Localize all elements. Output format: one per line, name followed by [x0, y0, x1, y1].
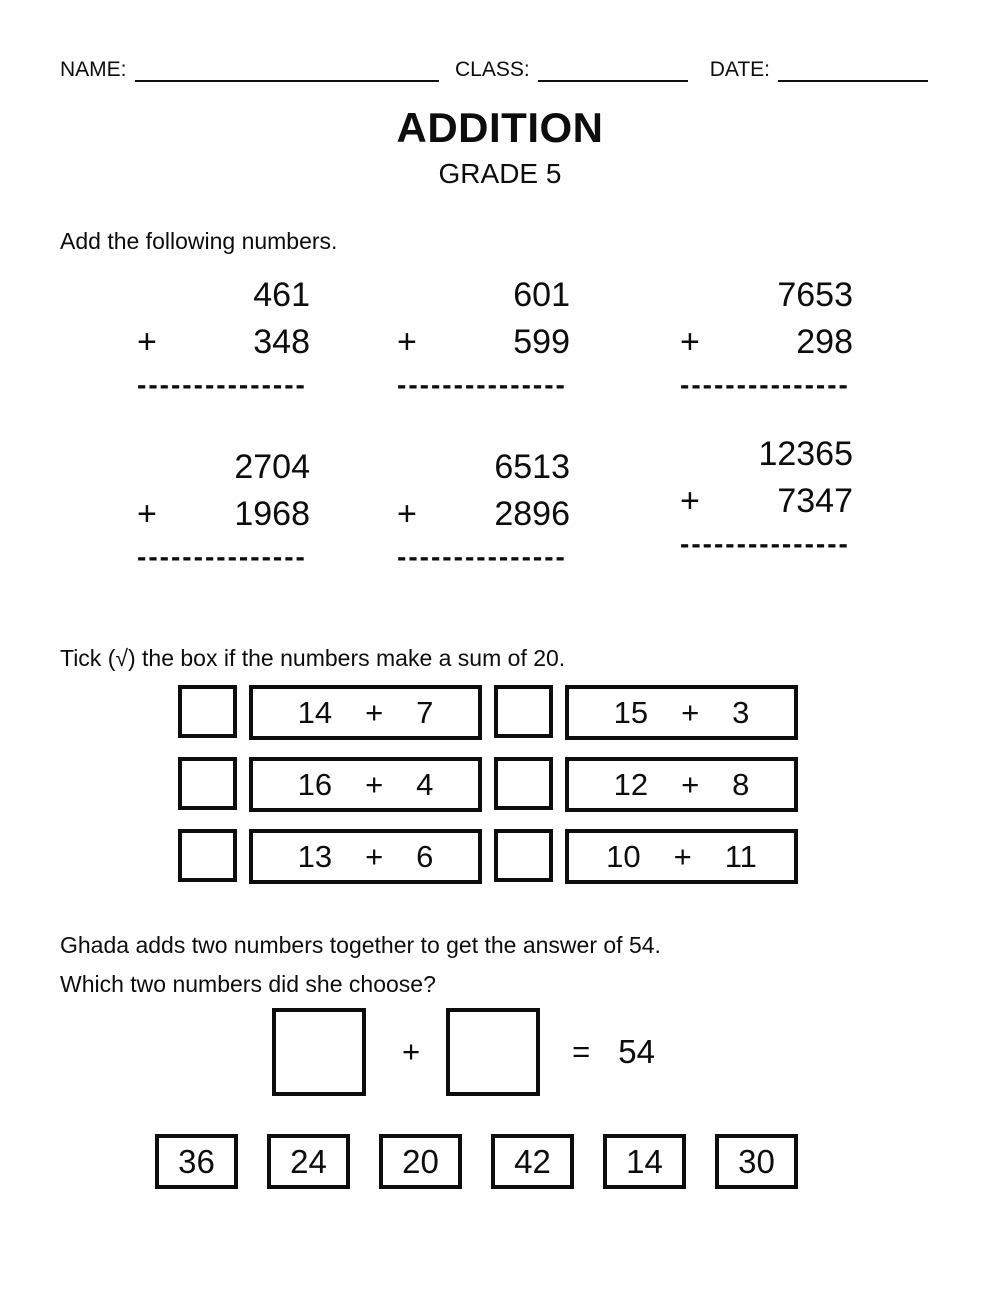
addition-problem — [397, 444, 570, 567]
addend-b: 11 — [724, 838, 757, 874]
choice-box[interactable] — [603, 1134, 686, 1189]
top-addend: 2704 — [234, 448, 310, 486]
plus-sign: + — [397, 323, 417, 361]
bottom-addend: 1968 — [234, 495, 310, 533]
class-blank-field[interactable] — [538, 58, 688, 82]
date-label: DATE: — [709, 58, 770, 81]
plus-sign: + — [680, 482, 700, 520]
answer-line[interactable]: --------------- — [397, 547, 567, 567]
addend-a: 10 — [606, 838, 641, 874]
plus-sign: + — [365, 694, 384, 730]
tick-checkbox[interactable] — [178, 757, 237, 810]
choice-box[interactable] — [715, 1134, 798, 1189]
top-addend: 461 — [253, 276, 310, 314]
plus-sign: + — [365, 766, 384, 802]
answer-line[interactable]: --------------- — [397, 375, 567, 395]
top-addend: 6513 — [494, 448, 570, 486]
choice-value: 14 — [626, 1142, 663, 1180]
addend-a: 16 — [297, 766, 333, 802]
date-blank-field[interactable] — [778, 58, 928, 82]
expression-box — [249, 685, 482, 740]
bottom-addend: 599 — [513, 323, 570, 361]
addend-b: 6 — [416, 838, 434, 874]
tick-checkbox[interactable] — [178, 685, 237, 738]
equation-addend-box-1[interactable] — [272, 1008, 366, 1096]
choice-box[interactable] — [491, 1134, 574, 1189]
addition-problem — [397, 272, 570, 395]
answer-line[interactable]: --------------- — [137, 375, 307, 395]
equation-equals-sign: = — [572, 1034, 591, 1069]
expression-box — [565, 829, 798, 884]
bottom-addend: 7347 — [777, 482, 853, 520]
choice-value: 30 — [738, 1142, 775, 1180]
plus-sign: + — [681, 766, 700, 802]
addition-problem — [137, 272, 310, 395]
bottom-addend: 348 — [253, 323, 310, 361]
class-label: CLASS: — [455, 58, 530, 81]
choice-value: 42 — [514, 1142, 551, 1180]
equation-result: 54 — [618, 1033, 655, 1070]
tick-checkbox[interactable] — [494, 685, 553, 738]
choice-value: 20 — [402, 1142, 439, 1180]
name-blank-field[interactable] — [135, 58, 439, 82]
tick-grid — [178, 685, 798, 884]
addend-a: 12 — [613, 766, 649, 802]
addend-b: 3 — [732, 694, 750, 730]
addend-a: 15 — [613, 694, 649, 730]
ghada-question-line1: Ghada adds two numbers together to get the answer of 54. — [60, 932, 661, 958]
addition-problem — [680, 431, 853, 554]
expression-box — [249, 829, 482, 884]
name-label: NAME: — [60, 58, 127, 81]
section1-instruction: Add the following numbers. — [60, 228, 338, 254]
equation-plus-sign: + — [402, 1034, 421, 1069]
expression-box — [565, 685, 798, 740]
header — [60, 58, 928, 82]
addend-b: 8 — [732, 766, 750, 802]
plus-sign: + — [681, 694, 700, 730]
choice-value: 24 — [290, 1142, 327, 1180]
choice-box[interactable] — [267, 1134, 350, 1189]
expression-box — [249, 757, 482, 812]
choice-value: 36 — [178, 1142, 215, 1180]
top-addend: 7653 — [777, 276, 853, 314]
tick-checkbox[interactable] — [494, 757, 553, 810]
ghada-question-line2: Which two numbers did she choose? — [60, 971, 436, 997]
addend-b: 4 — [416, 766, 434, 802]
section2-instruction: Tick (√) the box if the numbers make a sum of 20. — [60, 645, 566, 671]
section3-text — [60, 926, 661, 1004]
top-addend: 601 — [513, 276, 570, 314]
choice-box[interactable] — [155, 1134, 238, 1189]
problems-row-1 — [137, 272, 853, 395]
answer-line[interactable]: --------------- — [137, 547, 307, 567]
plus-sign: + — [365, 838, 384, 874]
plus-sign: + — [137, 323, 157, 361]
answer-line[interactable]: --------------- — [680, 534, 850, 554]
page-title: ADDITION — [396, 104, 604, 151]
bottom-addend: 2896 — [494, 495, 570, 533]
addition-problem — [137, 444, 310, 567]
choice-box[interactable] — [379, 1134, 462, 1189]
answer-line[interactable]: --------------- — [680, 375, 850, 395]
addend-b: 7 — [416, 694, 434, 730]
addition-problem — [680, 272, 853, 395]
equation-row — [272, 1008, 655, 1096]
addend-a: 13 — [297, 838, 333, 874]
plus-sign: + — [137, 495, 157, 533]
addend-a: 14 — [297, 694, 333, 730]
page-subtitle: GRADE 5 — [438, 158, 562, 189]
plus-sign: + — [397, 495, 417, 533]
expression-box — [565, 757, 798, 812]
plus-sign: + — [680, 323, 700, 361]
equation-addend-box-2[interactable] — [446, 1008, 540, 1096]
number-choices — [155, 1134, 798, 1189]
bottom-addend: 298 — [796, 323, 853, 361]
tick-checkbox[interactable] — [178, 829, 237, 882]
top-addend: 12365 — [758, 435, 853, 473]
plus-sign: + — [673, 838, 692, 874]
problems-row-2 — [137, 435, 853, 567]
tick-checkbox[interactable] — [494, 829, 553, 882]
